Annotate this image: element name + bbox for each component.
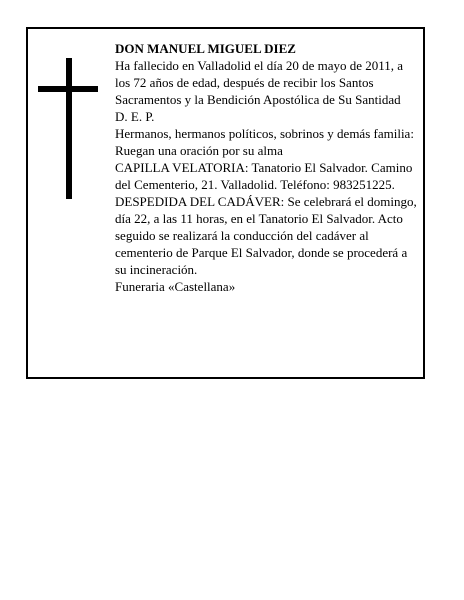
cross-vertical-bar xyxy=(66,58,72,199)
obituary-notice xyxy=(26,27,425,379)
family-line: Hermanos, hermanos políticos, sobrinos y demás familia: xyxy=(115,126,414,141)
deceased-name: DON MANUEL MIGUEL DIEZ xyxy=(115,41,296,56)
dep-line: D. E. P. xyxy=(115,109,155,124)
obituary-text xyxy=(115,40,421,295)
cross-horizontal-bar xyxy=(38,86,98,92)
death-statement: Ha fallecido en Valladolid el día 20 de mayo de 2011, a los 72 años de edad, después de recibir los Santos Sacramentos y la Bendición Apostólica de Su Santidad xyxy=(115,58,404,107)
funeral-home: Funeraria «Castellana» xyxy=(115,279,236,294)
prayer-request: Ruegan una oración por su alma xyxy=(115,143,283,158)
farewell-info: DESPEDIDA DEL CADÁVER: Se celebrará el domingo, día 22, a las 11 horas, en el Tanatorio El Salvador. Acto seguido se realizará la conducción del cadáver al cementerio de Parque El Salvador, donde se procederá a su incineración. xyxy=(115,194,417,277)
chapel-info: CAPILLA VELATORIA: Tanatorio El Salvador. Camino del Cementerio, 21. Valladolid. Teléfono: 983251225. xyxy=(115,160,413,192)
